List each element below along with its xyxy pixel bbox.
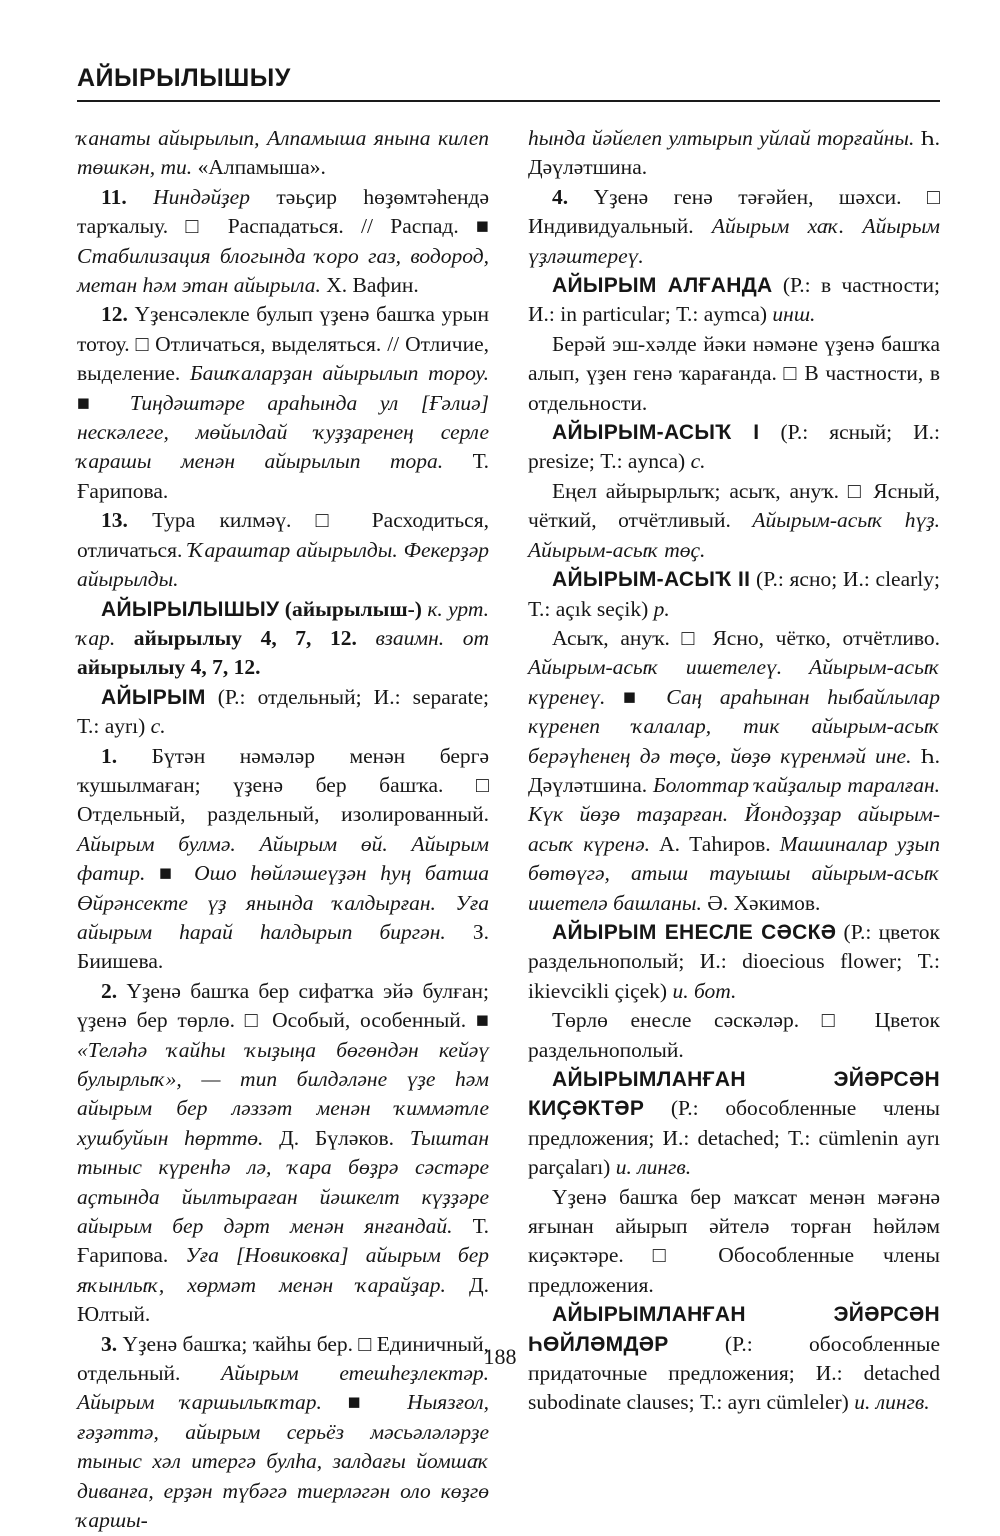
left-column <box>77 124 489 1536</box>
example-text: Айырым булмә. Айырым өй. Айырым фатир. <box>77 831 489 886</box>
headword-entry <box>528 918 940 1006</box>
sense-number: 13. <box>101 508 153 533</box>
running-head: АЙЫРЫЛЫШЫУ <box>77 64 291 92</box>
definition-text: Тура килмәү. □ Расходиться, отличаться. <box>77 508 489 562</box>
entry-paragraph <box>77 977 489 1330</box>
definition-text: Т. Ғарипова. <box>77 1214 490 1268</box>
entry-paragraph <box>77 124 489 183</box>
headword-entry <box>77 595 489 683</box>
example-text: Башҡаларҙан айырылып тороу. <box>189 361 489 386</box>
headword-entry <box>528 565 940 624</box>
example-text: һында йәйелеп ултырып уйлай торғайны. <box>528 126 915 150</box>
right-column <box>528 124 940 1418</box>
definition-text: ■ <box>77 390 130 415</box>
definition-text: (Р.: ясный; И.: presize; Т.: aynca) <box>528 420 940 474</box>
example-text: инш. <box>772 302 816 327</box>
example-text: Болоттар ҡайҙалыр таралған. Күк йөҙө таҙарған. Йондоҙҙар айырым-асыҡ күренә. <box>528 772 940 856</box>
definition-text: Х. Вафин. <box>320 273 419 298</box>
sense-number: 3. <box>101 1331 123 1356</box>
sense-number: 4. <box>552 184 594 209</box>
definition-text: Еңел айырырлыҡ; асыҡ, анyҡ. □ Ясный, чёткий, отчётливый. <box>528 478 940 533</box>
example-text: Саң араһынан һыбайлылар күренеп ҡалалар, тик айырым-асыҡ берәүһенең дә төҫө, йөҙө күренмәй ине. <box>528 684 940 768</box>
entry-paragraph <box>77 300 489 506</box>
definition-text: Асыҡ, анyҡ. □ Ясно, чётко, отчётливо. <box>552 625 940 650</box>
example-text: Ныязғол, ғәҙәттә, айырым серьёз мәсьәләләрҙе тыныс хәл итергә булһа, залдағы йомшаҡ диванға, ерҙән түбәгә тиерләгән оло көҙгө ҡаршы- <box>77 1390 489 1533</box>
definition-text: тәьҫир һөҙөмтәһендә тарҡалыу. □ Распадаться. // Распад. ■ <box>77 184 489 239</box>
headword: АЙЫРЫЛЫШЫУ <box>101 597 280 621</box>
example-text: и. лингв. <box>615 1155 692 1180</box>
sense-number: айырылыу 4, 7, 12. <box>77 655 261 680</box>
definition-text: Д. Бүләков. <box>263 1125 410 1150</box>
example-text: взаимн. от <box>375 625 489 650</box>
sense-number: айырылыу 4, 7, 12. <box>115 625 376 650</box>
sense-number: 2. <box>101 978 127 1003</box>
example-text: Уға [Новиковка] айырым бер яҡынлыҡ, хөрмәт менән ҡарайҙар. <box>77 1243 489 1297</box>
definition-text: Үҙенсәлекле булып үҙенә башҡа урын тотоу. □ Отличаться, выделяться. // Отличие, выделение. <box>77 302 489 386</box>
sense-number: 11. <box>101 184 154 209</box>
sense-number: (айырылыш-) <box>279 596 428 621</box>
entry-paragraph <box>77 183 489 301</box>
entry-paragraph <box>528 330 940 418</box>
example-text: Айырым хаҡ. Айырым үҙләштереү. <box>528 214 940 268</box>
headword-entry <box>77 683 489 742</box>
definition-text: Һ. Дәүләтшина. <box>528 743 940 797</box>
entry-paragraph <box>77 742 489 977</box>
example-text: и. лингв. <box>854 1390 930 1415</box>
example-text: с. <box>150 714 166 739</box>
headword-entry <box>528 271 940 330</box>
definition-text: Үҙенә башҡа бер маҡсат менән мәғәнә яғынан айырып әйтелә торған һөйләм киҫәктәре. □ Обособленные члены предложения. <box>528 1184 940 1297</box>
definition-text: (Р.: ясно; И.: clearly; Т.: açık seçik) <box>528 567 940 621</box>
entry-paragraph <box>528 477 940 565</box>
example-text: Ниндәйҙер <box>153 184 250 209</box>
definition-text: Үҙенә генә тәғәйен, шәхси. □ Индивидуальный. <box>528 184 940 239</box>
definition-text: Төрлө енесле сәскәләр. □ Цветок раздельнополый. <box>528 1008 940 1062</box>
example-text: и. бот. <box>672 978 737 1003</box>
definition-text: Т. Ғарипова. <box>77 449 489 503</box>
entry-paragraph <box>528 1006 940 1065</box>
headword-entry <box>528 418 940 477</box>
example-text: ҡанаты айырылып, Алпамыша янына килеп төшкән, ти. <box>77 126 489 180</box>
example-text: Ошо һөйләшеүҙән һуң батша Өйрәнсекте үҙ янында ҡалдырған. Уға айырым һарай һалдырып биргән. <box>77 861 489 944</box>
definition-text: Берәй эш-хәлде йәки нәмәне үҙенә башҡа алып, үҙен генә ҡарағанда. □ В частности, в отдельности. <box>528 331 940 415</box>
definition-text: З. Биишева. <box>77 919 489 974</box>
example-text: Тиңдәштәре араһында ул [Ғәлиә] нескәлеге, мөйылдай ҡуҙҙаренең серле ҡарашы менән айырылып тора. <box>77 390 489 474</box>
example-text: Айырым етешһеҙлектәр. Айырым ҡаршылыҡтар. <box>77 1361 489 1415</box>
definition-text: Үҙенә башҡа; ҡайһы бер. □ Единичный, отдельный. <box>77 1331 490 1386</box>
definition-text: Үҙенә башҡа бер сифатҡа эйә булған; үҙенә бер төрлө. □ Особый, особенный. ■ <box>77 978 489 1033</box>
entry-paragraph <box>528 124 940 183</box>
headword-entry <box>528 1065 940 1183</box>
example-text: р. <box>653 596 670 621</box>
headword: АЙЫРЫМ АЛҒАНДА <box>552 274 773 298</box>
definition-text: (Р.: отдельный; И.: separate; Т.: ayrı) <box>77 684 489 739</box>
entry-paragraph <box>528 1183 940 1301</box>
example-text: Ҡараштар айырылды. Фекерҙәр айырылды. <box>77 537 489 592</box>
definition-text: (Р.: в частности; И.: in particular; Т.: aymca) <box>528 273 940 327</box>
sense-number: 12. <box>101 302 135 327</box>
example-text: «Теләһә ҡайһы ҡыҙыңа бөгөндән кейәү булырлыҡ», — тип билдәләне үҙе һәм айырым бер ләззәт менән ҡиммәтле хушбуйын һөрттө. <box>77 1037 489 1150</box>
entry-paragraph <box>77 506 489 594</box>
headword: АЙЫРЫМЛАНҒАН ЭЙӘРСӘН ҺӨЙЛӘМДӘР <box>528 1303 940 1356</box>
definition-text: ■ <box>605 684 667 709</box>
headword: АЙЫРЫМ ЕНЕСЛЕ СӘСКӘ <box>552 920 837 944</box>
definition-text: ■ <box>145 861 195 886</box>
example-text: Машиналар уҙып бөтөүгә, атыш тауышы айырым-асыҡ ишетелә башланы. <box>528 831 940 915</box>
headword: АЙЫРЫМ-АСЫҠ I <box>552 421 760 445</box>
headword: АЙЫРЫМЛАНҒАН ЭЙӘРСӘН КИҪӘКТӘР <box>528 1068 940 1121</box>
example-text: Тыштан тыныс күренһә лә, ҡара бөҙрә сәстәре аҫтында йылтыраған йәшкелт күҙҙәре айырым бер дәрт менән янғандай. <box>77 1125 489 1239</box>
definition-text: (Р.: цветок раздельнополый; И.: dioecious flower; Т.: ikievcikli çiçek) <box>528 919 940 1003</box>
example-text: с. <box>690 449 706 474</box>
example-text: к. урт. ҡар. <box>77 596 490 650</box>
entry-paragraph <box>528 183 940 271</box>
definition-text: (Р.: обособленные члены предложения; И.: detached; Т.: cümlenin ayrı parçaları) <box>528 1096 940 1180</box>
sense-number: 1. <box>101 743 152 768</box>
definition-text: ■ <box>321 1390 408 1415</box>
definition-text: Һ. Дәүләтшина. <box>528 126 940 180</box>
header-rule <box>77 100 940 102</box>
headword: АЙЫРЫМ-АСЫҠ II <box>552 568 751 592</box>
example-text: Айырым-асыҡ һүҙ. Айырым-асыҡ төҫ. <box>528 508 941 562</box>
page-number: 188 <box>483 1344 517 1369</box>
definition-text: Бүтән нәмәләр менән бергә ҡушылмаған; үҙенә бер башҡа. □ Отдельный, раздельный, изолированный. <box>77 743 489 827</box>
definition-text: А. Таһиров. <box>650 831 780 856</box>
definition-text: (Р.: обособленные придаточные предложения; И.: detached subodinate clauses; Т.: ayrı cümleler) <box>528 1331 940 1415</box>
entry-paragraph <box>528 624 940 918</box>
definition-text: Ә. Хәкимов. <box>701 890 821 915</box>
definition-text: «Алпамыша». <box>192 155 326 180</box>
headword: АЙЫРЫМ <box>101 685 206 709</box>
definition-text: Д. Юлтый. <box>77 1272 489 1327</box>
example-text: Стабилизация блогында ҡоро газ, водород, метан һәм этан айырыла. <box>77 243 489 298</box>
example-text: Айырым-асыҡ ишетелеү. Айырым-асыҡ күренеү. <box>528 655 940 709</box>
